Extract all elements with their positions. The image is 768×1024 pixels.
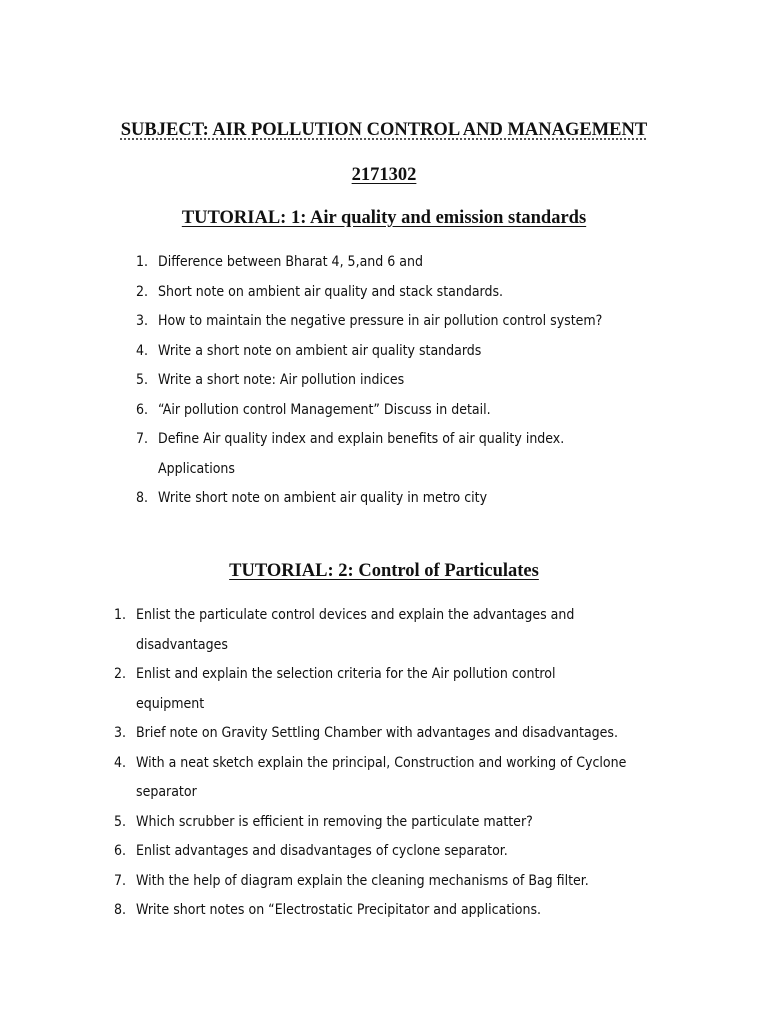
- tutorial-2-question-5: [114, 808, 626, 838]
- subject-heading: [0, 118, 768, 142]
- tutorial-2-question-3: [114, 719, 626, 749]
- question-text-line: “Air pollution control Management” Discuss in detail.: [158, 401, 491, 418]
- tutorial-2-question-8: [114, 896, 626, 926]
- question-text-line: Enlist and explain the selection criteria for the Air pollution control: [136, 666, 556, 682]
- question-text-line: How to maintain the negative pressure in air pollution control system?: [158, 313, 603, 329]
- tutorial-1-question-5: [136, 366, 602, 396]
- question-text-line: Enlist advantages and disadvantages of cyclone separator.: [136, 843, 508, 859]
- question-number: 6.: [114, 843, 127, 859]
- question-text-line: Write short note on ambient air quality in metro city: [158, 490, 488, 506]
- tutorial-2-question-7: [114, 867, 626, 897]
- tutorial-2-question-list: [114, 601, 626, 926]
- tutorial-1-question-7: [136, 425, 602, 484]
- tutorial-2-question-1: [114, 601, 626, 660]
- tutorial-1-title: [0, 206, 768, 230]
- question-number: 8.: [114, 902, 127, 918]
- question-text-line: Write a short note on ambient air quality standards: [158, 342, 482, 359]
- question-text-line: Applications: [158, 460, 235, 477]
- question-text-line: Difference between Bharat 4, 5,and 6 and: [158, 254, 423, 270]
- question-number: 6.: [136, 401, 149, 418]
- tutorial-2-title-text: TUTORIAL: 2: Control of Particulates: [229, 561, 539, 581]
- tutorial-1-question-6: [136, 396, 602, 426]
- question-text-line: Write a short note: Air pollution indices: [158, 372, 405, 388]
- question-text-line: Define Air quality index and explain benefits of air quality index.: [158, 431, 565, 447]
- subject-heading-text: SUBJECT: AIR POLLUTION CONTROL AND MANAGEMENT: [120, 120, 648, 140]
- tutorial-1-question-1: [136, 248, 602, 278]
- question-text-line: With a neat sketch explain the principal, Construction and working of Cyclone: [136, 754, 627, 771]
- question-number: 5.: [114, 813, 127, 830]
- tutorial-1-question-list: [136, 248, 602, 514]
- question-number: 8.: [136, 490, 149, 506]
- question-number: 4.: [114, 754, 127, 771]
- question-text-line: With the help of diagram explain the cleaning mechanisms of Bag filter.: [136, 872, 589, 889]
- question-number: 5.: [136, 372, 149, 388]
- question-number: 2.: [136, 283, 149, 300]
- question-number: 7.: [114, 872, 127, 889]
- tutorial-1-question-3: [136, 307, 602, 337]
- question-text-line: Enlist the particulate control devices and explain the advantages and: [136, 607, 575, 623]
- question-text-line: disadvantages: [136, 636, 228, 653]
- question-number: 1.: [114, 607, 127, 623]
- question-text-line: Brief note on Gravity Settling Chamber with advantages and disadvantages.: [136, 725, 618, 741]
- tutorial-1-question-4: [136, 337, 602, 367]
- tutorial-2-question-2: [114, 660, 626, 719]
- question-text-line: separator: [136, 784, 197, 800]
- question-number: 1.: [136, 254, 149, 270]
- tutorial-1-question-2: [136, 278, 602, 308]
- tutorial-1-question-8: [136, 484, 602, 514]
- subject-code-text: 2171302: [351, 165, 417, 185]
- question-text-line: Short note on ambient air quality and stack standards.: [158, 283, 504, 300]
- question-number: 4.: [136, 342, 149, 359]
- question-number: 2.: [114, 666, 127, 682]
- question-text-line: Which scrubber is efficient in removing the particulate matter?: [136, 813, 533, 830]
- question-number: 3.: [136, 313, 149, 329]
- tutorial-2-title: [0, 559, 768, 583]
- question-number: 3.: [114, 725, 127, 741]
- subject-code: [0, 163, 768, 187]
- tutorial-2-question-6: [114, 837, 626, 867]
- tutorial-1-title-text: TUTORIAL: 1: Air quality and emission standards: [181, 208, 587, 228]
- question-number: 7.: [136, 431, 149, 447]
- tutorial-2-question-4: [114, 749, 626, 808]
- question-text-line: Write short notes on “Electrostatic Precipitator and applications.: [136, 902, 542, 918]
- question-text-line: equipment: [136, 695, 205, 712]
